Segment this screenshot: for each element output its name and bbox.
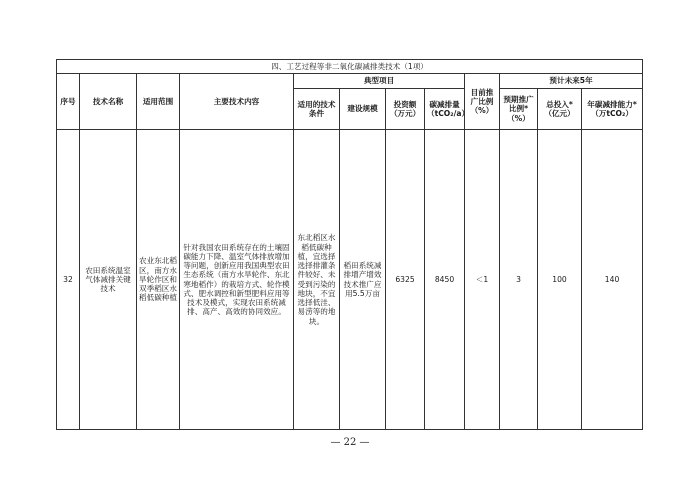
- section-title: 四、工艺过程等非二氧化碳减排类技术（1项）: [57, 60, 643, 74]
- cell-seq: 32: [57, 130, 80, 430]
- header-seq: 序号: [57, 74, 80, 130]
- cell-content: 针对我国农田系统存在的土壤固碳能力下降、温室气体排放增加等问题，创新应用我国典型农田生态系统（南方水旱轮作、东北寒地稻作）的栽培方式、轮作模式、肥水调控和新型肥料应用等技术及模式，实现农田系统减排、高产、高效的协同效应。: [180, 130, 294, 430]
- header-conditions: 适用的技术条件: [294, 89, 340, 130]
- cell-current-ratio: ＜1: [465, 130, 500, 430]
- cell-scale: 稻田系统减排增产增效技术推广应用5.5万亩: [340, 130, 386, 430]
- header-total-investment: 总投入*（亿元）: [538, 89, 582, 130]
- header-scope: 适用范围: [137, 74, 180, 130]
- cell-conditions: 东北稻区水稻低碳种植，宜选择选择排灌条件较好、未受到污染的地块，不宜选择低洼、易涝等的地块。: [294, 130, 340, 430]
- header-carbon-reduction: 碳减排量（tCO₂/a）: [425, 89, 465, 130]
- cell-annual-capacity: 140: [582, 130, 643, 430]
- cell-tech-name: 农田系统温室气体减排关键技术: [80, 130, 137, 430]
- table-row: [57, 130, 643, 430]
- header-tech-name: 技术名称: [80, 74, 137, 130]
- header-typical-project: 典型项目: [294, 74, 465, 89]
- header-forecast: 预计未来5年: [500, 74, 643, 89]
- header-current-ratio: 目前推广比例（%）: [465, 74, 500, 130]
- page-number: — 22 —: [330, 437, 370, 448]
- header-forecast-ratio: 预期推广比例*（%）: [500, 89, 538, 130]
- cell-investment: 6325: [386, 130, 425, 430]
- header-investment: 投资额（万元）: [386, 89, 425, 130]
- cell-total-investment: 100: [538, 130, 582, 430]
- header-annual-capacity: 年碳减排能力*（万tCO₂）: [582, 89, 643, 130]
- header-content: 主要技术内容: [180, 74, 294, 130]
- cell-forecast-ratio: 3: [500, 130, 538, 430]
- header-scale: 建设规模: [340, 89, 386, 130]
- cell-carbon-reduction: 8450: [425, 130, 465, 430]
- technology-table: [56, 59, 643, 430]
- cell-scope: 农业东北稻区，南方水旱轮作区和双季稻区水稻低碳种植: [137, 130, 180, 430]
